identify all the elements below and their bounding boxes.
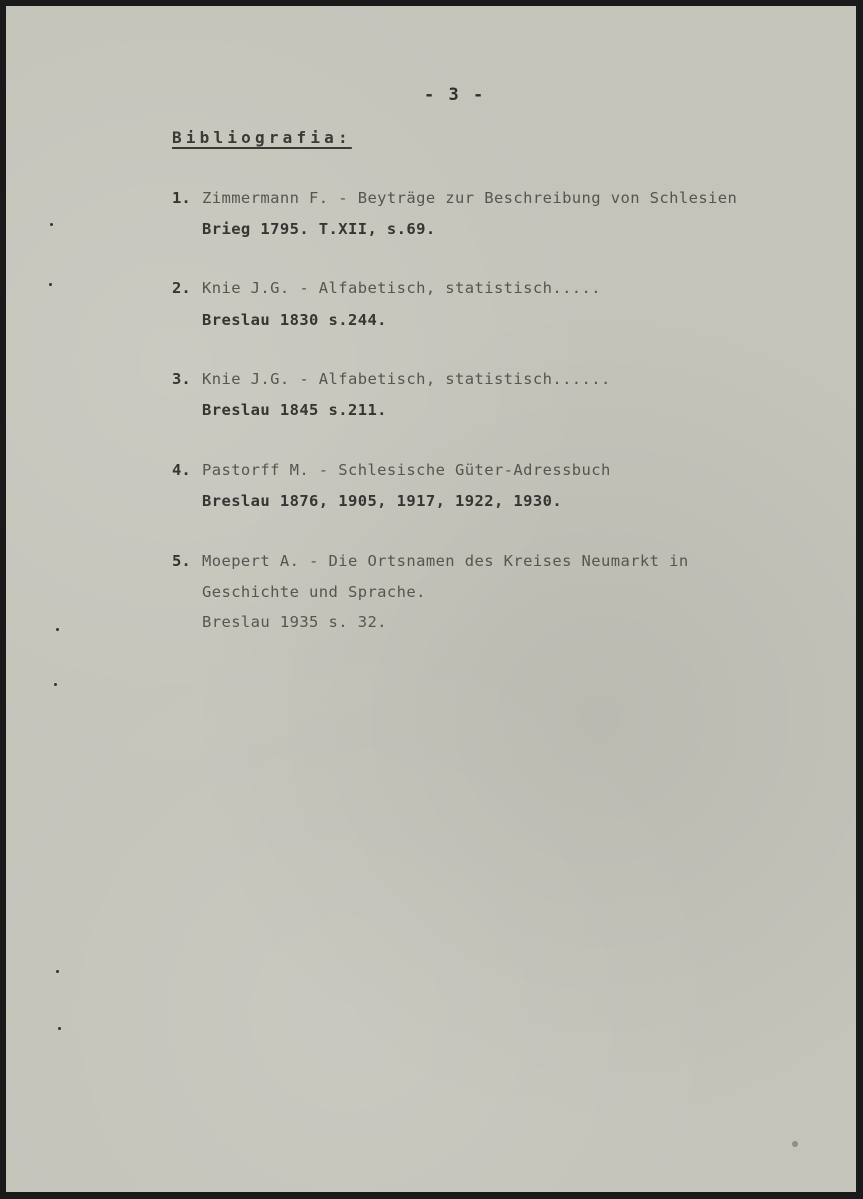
entry-line: Moepert A. - Die Ortsnamen des Kreises Neumarkt in <box>202 552 689 570</box>
entry-number: 5. <box>172 552 191 570</box>
document-page <box>6 6 856 1192</box>
margin-speck <box>56 970 59 973</box>
margin-speck <box>54 683 57 686</box>
entry-line: Breslau 1876, 1905, 1917, 1922, 1930. <box>202 492 563 510</box>
entry-number: 3. <box>172 370 191 388</box>
entry-line: Geschichte und Sprache. <box>202 583 426 601</box>
entry-number: 4. <box>172 461 191 479</box>
bibliography-heading: Bibliografia: <box>172 128 352 147</box>
margin-speck <box>50 223 53 226</box>
margin-speck <box>56 628 59 631</box>
margin-speck <box>58 1027 61 1030</box>
entry-line: Breslau 1935 s. 32. <box>202 613 387 631</box>
margin-speck <box>49 283 52 286</box>
entry-number: 1. <box>172 189 191 207</box>
entry-line: Knie J.G. - Alfabetisch, statistisch...... <box>202 370 611 388</box>
entry-line: Brieg 1795. T.XII, s.69. <box>202 220 436 238</box>
entry-number: 2. <box>172 279 191 297</box>
entry-line: Pastorff M. - Schlesische Güter-Adressbuch <box>202 461 611 479</box>
entry-line: Breslau 1830 s.244. <box>202 311 387 329</box>
entry-line: Breslau 1845 s.211. <box>202 401 387 419</box>
page-number: - 3 - <box>424 85 486 105</box>
entry-line: Knie J.G. - Alfabetisch, statistisch..... <box>202 279 602 297</box>
margin-speck <box>792 1141 798 1147</box>
entry-line: Zimmermann F. - Beyträge zur Beschreibung von Schlesien <box>202 189 738 207</box>
